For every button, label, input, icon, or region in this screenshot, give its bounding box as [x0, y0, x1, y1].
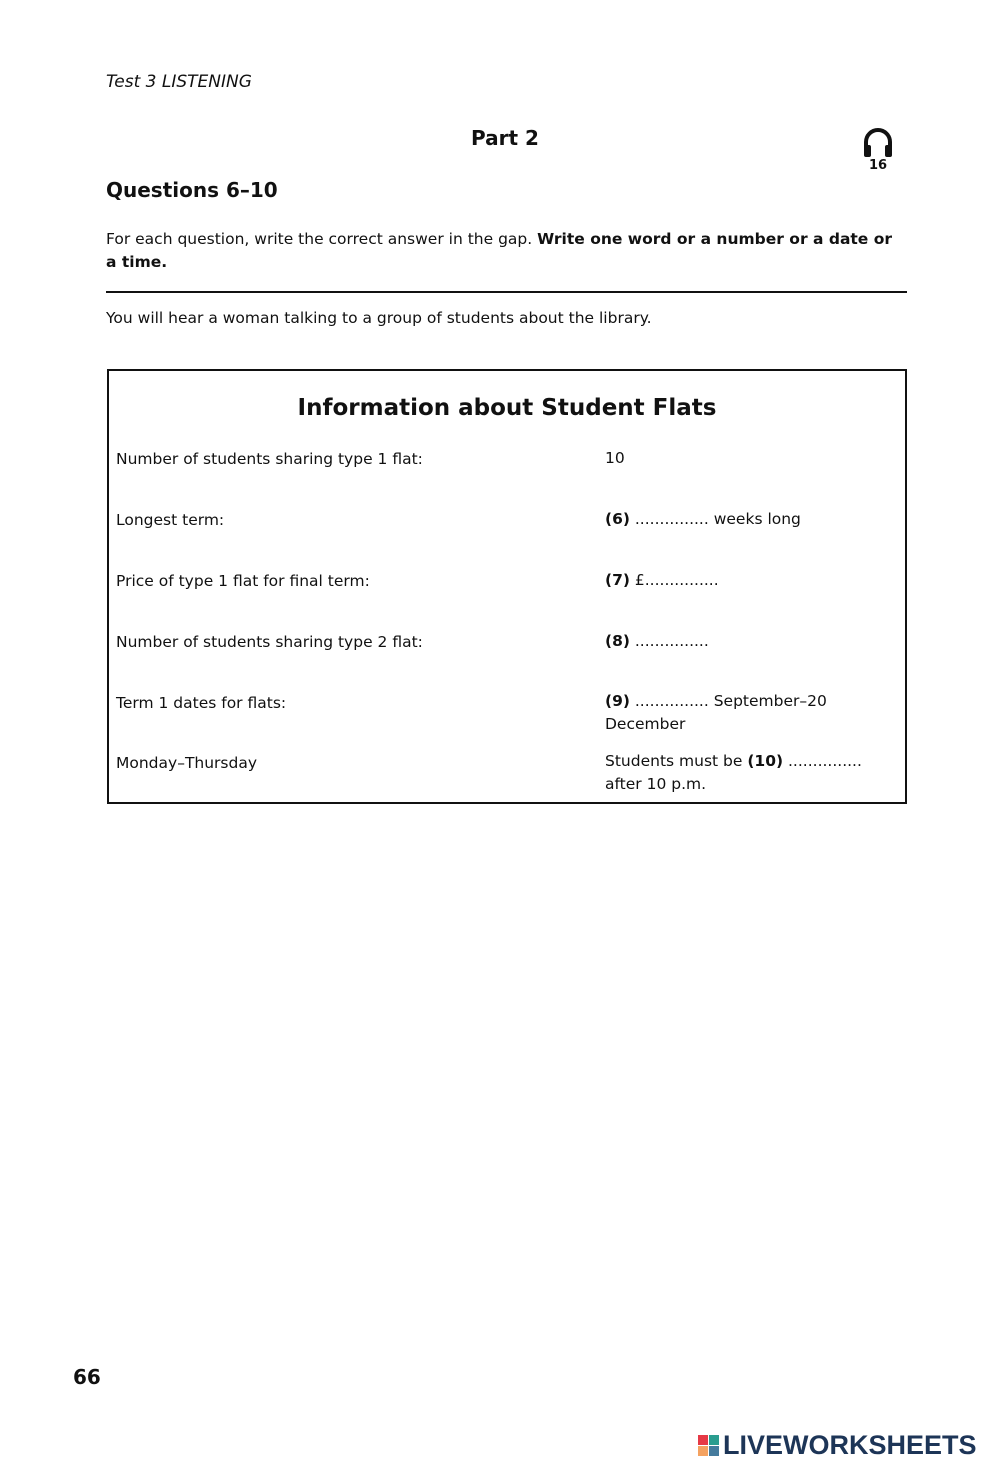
- row-value-text: ............... after 10 p.m.: [605, 752, 862, 793]
- row-value-text: £...............: [629, 571, 719, 589]
- gap-number: (8): [605, 632, 630, 650]
- instructions: [106, 228, 896, 274]
- divider: [106, 291, 907, 293]
- gap-number: (9): [605, 692, 630, 710]
- row-value-text: 10: [605, 449, 625, 467]
- row-label: Term 1 dates for flats:: [116, 694, 287, 712]
- row-label: Number of students sharing type 2 flat:: [116, 633, 423, 651]
- box-title: Information about Student Flats: [297, 395, 717, 421]
- instructions-bold-text: Write one word or a number or a date or a time.: [106, 230, 893, 271]
- row-label: Monday–Thursday: [116, 754, 258, 772]
- instructions-text: For each question, write the correct answer in the gap.: [106, 230, 538, 248]
- questions-heading: Questions 6–10: [106, 178, 278, 202]
- logo-text: LIVEWORKSHEETS: [723, 1429, 977, 1460]
- part-title: Part 2: [471, 126, 539, 150]
- intro-text: You will hear a woman talking to a group of students about the library.: [106, 309, 652, 327]
- row-value-text: ............... September–20 December: [605, 692, 827, 733]
- gap-number: (7): [605, 571, 630, 589]
- logo-mark-icon: [698, 1435, 719, 1456]
- audio-track-number: 16: [868, 158, 888, 173]
- gap-number: (6): [605, 510, 630, 528]
- audio-track: [858, 126, 898, 173]
- row-value: [605, 447, 875, 470]
- liveworksheets-logo: [698, 1430, 977, 1460]
- page-number: 66: [73, 1365, 101, 1389]
- headphones-icon: [861, 126, 895, 160]
- gap-number: (10): [747, 752, 784, 770]
- row-value-prefix: Students must be: [605, 752, 748, 770]
- row-label: Price of type 1 flat for final term:: [116, 572, 370, 590]
- info-box: [107, 369, 907, 804]
- row-value-text: ............... weeks long: [629, 510, 801, 528]
- answer-gap-9[interactable]: [605, 690, 845, 736]
- row-value-text: ...............: [629, 632, 709, 650]
- header-title: Test 3 LISTENING: [106, 72, 252, 92]
- row-label: Number of students sharing type 1 flat:: [116, 450, 423, 468]
- row-label: Longest term:: [116, 511, 225, 529]
- answer-gap-6[interactable]: [605, 508, 875, 531]
- answer-gap-7[interactable]: [605, 569, 875, 592]
- answer-gap-10[interactable]: [605, 750, 870, 796]
- answer-gap-8[interactable]: [605, 630, 875, 653]
